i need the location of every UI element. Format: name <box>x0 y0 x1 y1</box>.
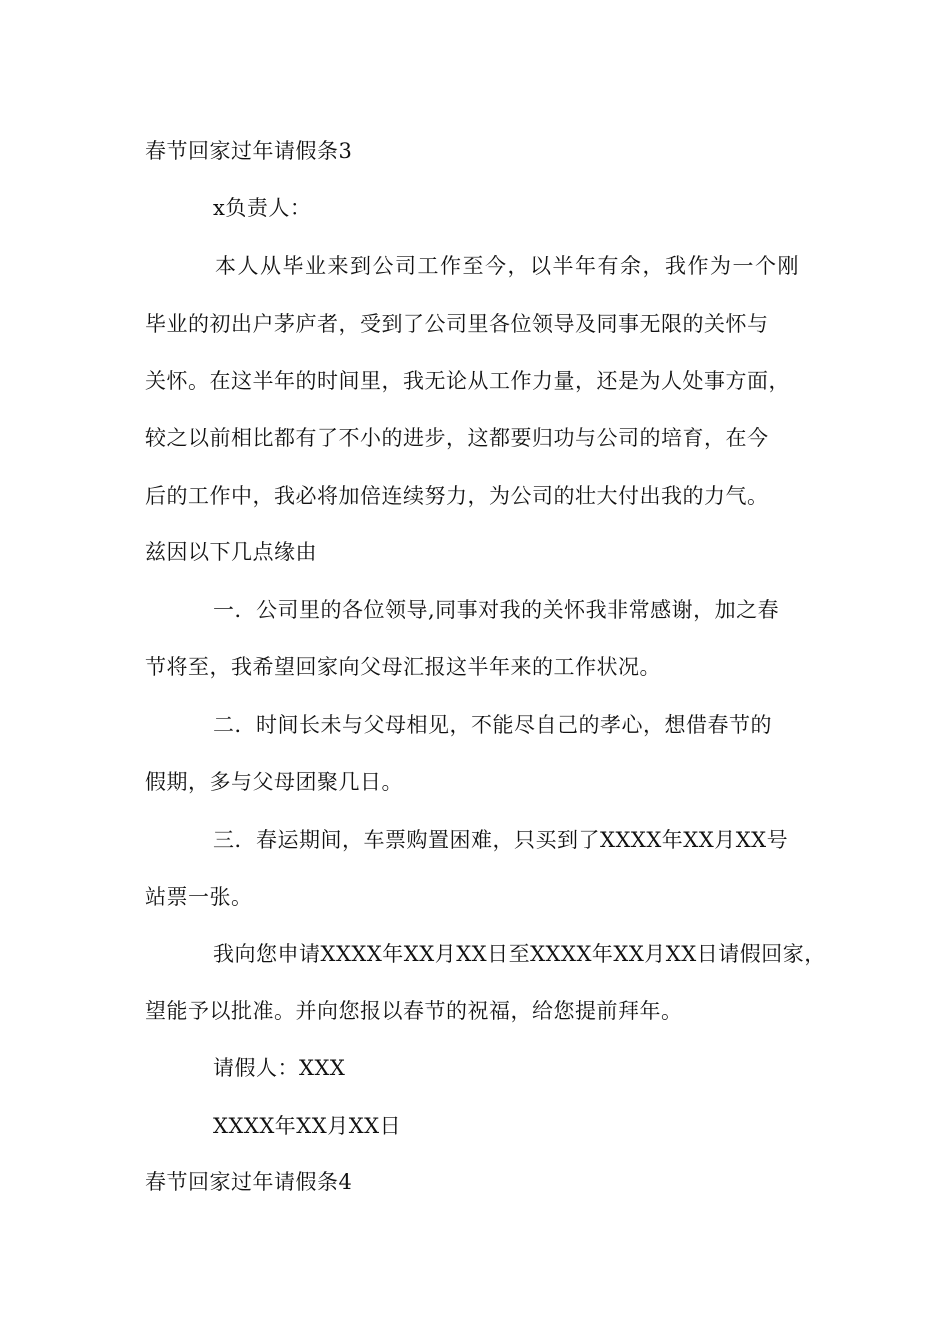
section-heading: 春节回家过年请假条3 <box>145 139 353 163</box>
reasons-intro: 兹因以下几点缘由 <box>145 540 317 564</box>
signature: 请假人：XXX <box>213 1056 346 1080</box>
intro-line: 毕业的初出户茅庐者，受到了公司里各位领导及同事无限的关怀与 <box>145 312 769 336</box>
reason-one-line: 节将至，我希望回家向父母汇报这半年来的工作状况。 <box>145 655 661 679</box>
intro-line: 本人从毕业来到公司工作至今，以半年有余，我作为一个刚 <box>215 254 800 278</box>
reason-two-line: 假期，多与父母团聚几日。 <box>145 770 403 794</box>
date: XXXX年XX月XX日 <box>213 1114 402 1138</box>
intro-line: 较之以前相比都有了不小的进步，这都要归功与公司的培育，在今 <box>145 426 769 450</box>
reason-three-line: 站票一张。 <box>145 885 253 909</box>
reason-three-line: 三．春运期间，车票购置困难，只买到了XXXX年XX月XX号 <box>213 828 789 852</box>
request-line: 我向您申请XXXX年XX月XX日至XXXX年XX月XX日请假回家， <box>213 942 826 966</box>
intro-line: 后的工作中，我必将加倍连续努力，为公司的壮大付出我的力气。 <box>145 484 769 508</box>
request-line: 望能予以批准。并向您报以春节的祝福，给您提前拜年。 <box>145 999 683 1023</box>
intro-line: 关怀。在这半年的时间里，我无论从工作力量，还是为人处事方面， <box>145 369 790 393</box>
reason-one-line: 一．公司里的各位领导,同事对我的关怀我非常感谢，加之春 <box>213 598 780 622</box>
reason-two-line: 二．时间长未与父母相见，不能尽自己的孝心，想借春节的 <box>213 713 772 737</box>
salutation: x负责人： <box>213 196 312 220</box>
section-heading: 春节回家过年请假条4 <box>145 1170 353 1194</box>
